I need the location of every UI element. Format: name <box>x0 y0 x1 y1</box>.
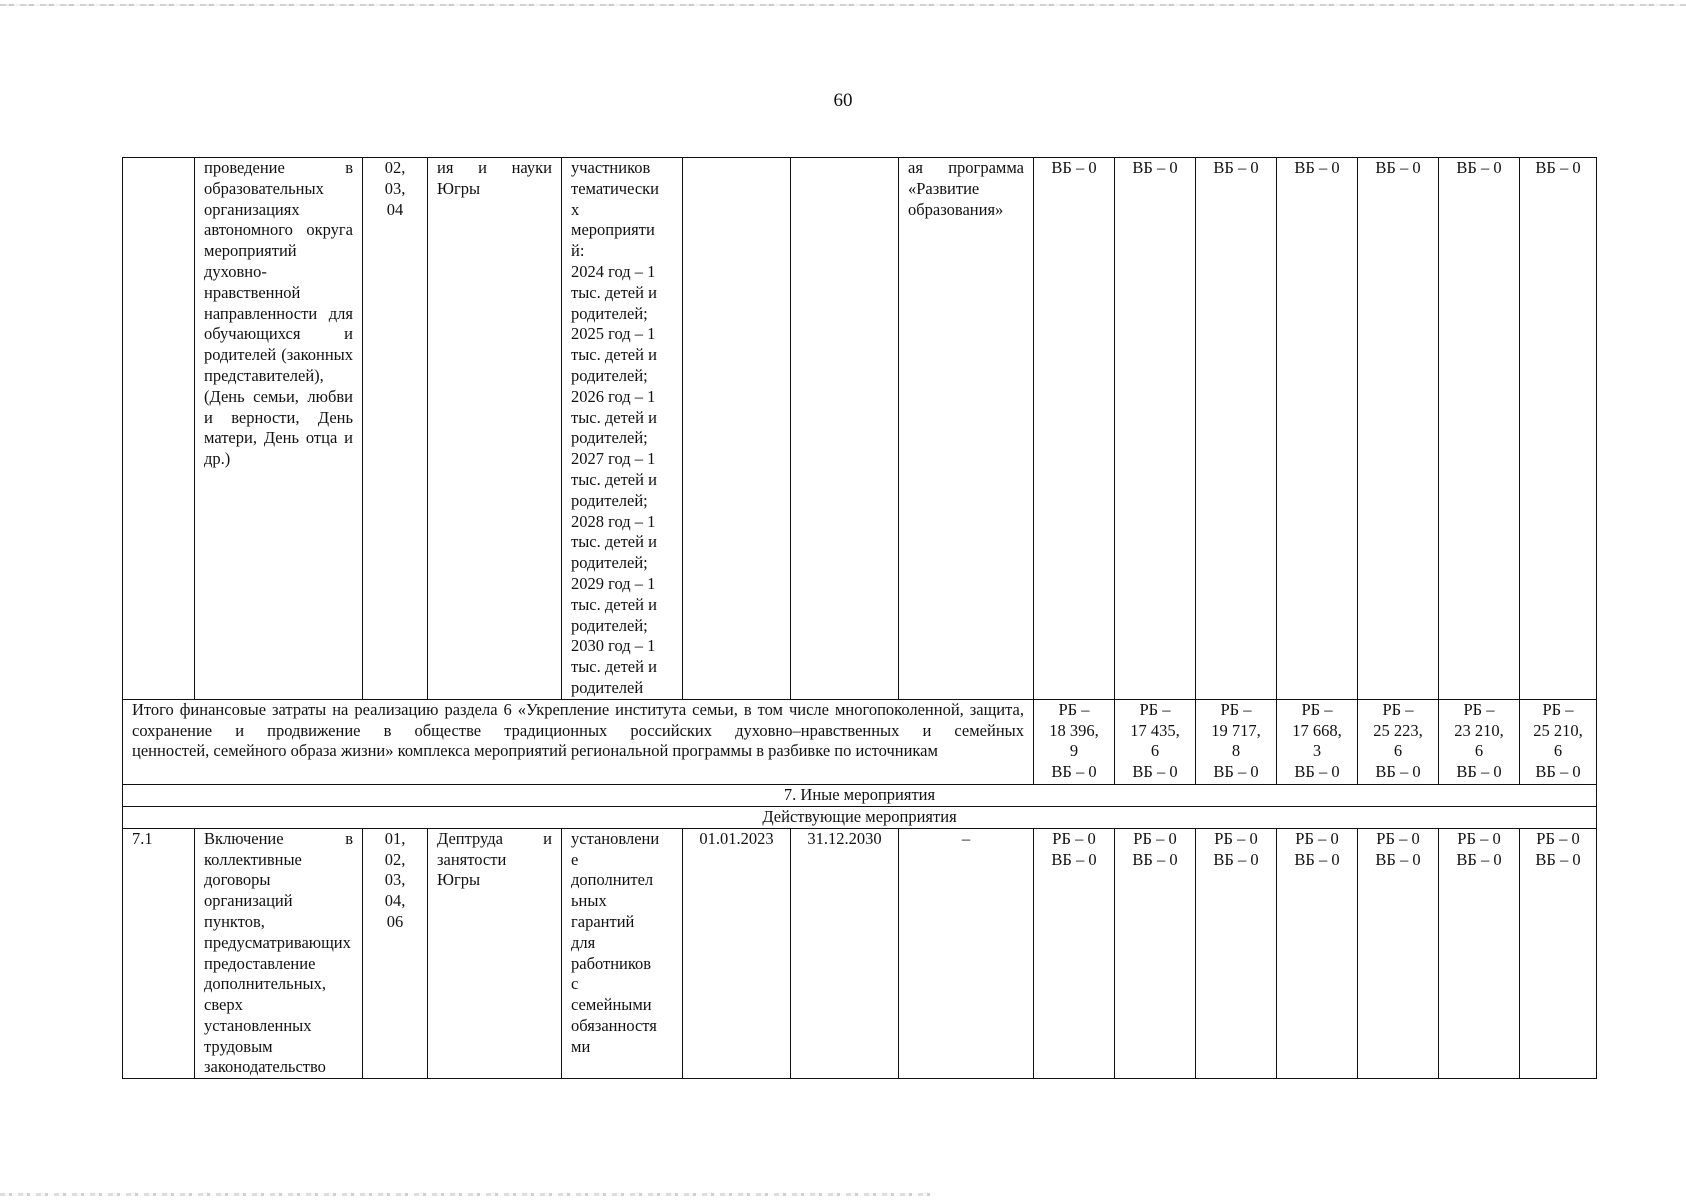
subsection-title: Действующие мероприятия <box>123 806 1597 828</box>
table-row-subsection <box>123 806 1597 828</box>
cell-funding-2030: ВБ – 0 <box>1520 158 1597 700</box>
cell-funding-2025: РБ – 0 ВБ – 0 <box>1115 828 1196 1079</box>
scan-edge-bottom <box>0 1193 930 1196</box>
table-row-summary <box>123 699 1597 784</box>
cell-funding-2028: ВБ – 0 <box>1358 158 1439 700</box>
cell-summary-2029: РБ – 23 210, 6 ВБ – 0 <box>1439 699 1520 784</box>
cell-program: ая программа «Развитие образования» <box>899 158 1034 700</box>
cell-executor: Дептруда и занятости Югры <box>428 828 562 1079</box>
cell-funding-2026: РБ – 0 ВБ – 0 <box>1196 828 1277 1079</box>
cell-summary-2025: РБ – 17 435, 6 ВБ – 0 <box>1115 699 1196 784</box>
scan-edge-top <box>0 0 1686 14</box>
table-row-7-1 <box>123 828 1597 1079</box>
cell-activity-name: проведение в образовательных организациях автономного округа мероприятий духовно-нравственной направленности для обучающихся и родителей (законных представителей), (День семьи, любви и верности, День матери, День отца и др.) <box>195 158 363 700</box>
cell-summary-2027: РБ – 17 668, 3 ВБ – 0 <box>1277 699 1358 784</box>
cell-funding-2030: РБ – 0 ВБ – 0 <box>1520 828 1597 1079</box>
cell-summary-2030: РБ – 25 210, 6 ВБ – 0 <box>1520 699 1597 784</box>
cell-summary-2024: РБ – 18 396, 9 ВБ – 0 <box>1034 699 1115 784</box>
cell-end-date <box>791 158 899 700</box>
cell-funding-2024: ВБ – 0 <box>1034 158 1115 700</box>
cell-codes: 02, 03, 04 <box>363 158 428 700</box>
cell-number: 7.1 <box>123 828 195 1079</box>
cell-activity-name: Включение в коллективные договоры организаций пунктов, предусматривающих предоставление дополнительных, сверх установленных трудовым законодательство <box>195 828 363 1079</box>
table-row-continued <box>123 158 1597 700</box>
cell-funding-2028: РБ – 0 ВБ – 0 <box>1358 828 1439 1079</box>
summary-text-main: Итого финансовые затраты на реализацию раздела 6 «Укрепление института семьи, в том числе многопоколенной, защита, сохранение и продвижение в обществе традиционных российских духовно–нравственных и семейных <box>132 699 1024 740</box>
cell-end-date: 31.12.2030 <box>791 828 899 1079</box>
cell-summary-2026: РБ – 19 717, 8 ВБ – 0 <box>1196 699 1277 784</box>
section-title: 7. Иные мероприятия <box>123 784 1597 806</box>
cell-codes: 01, 02, 03, 04, 06 <box>363 828 428 1079</box>
cell-executor: ия и науки Югры <box>428 158 562 700</box>
page-number: 60 <box>833 90 853 111</box>
summary-text-last: ценностей, семейного образа жизни» комплекса мероприятий региональной программы в разбивке по источникам <box>132 741 938 761</box>
table-row-section <box>123 784 1597 806</box>
cell-funding-2025: ВБ – 0 <box>1115 158 1196 700</box>
cell-program: – <box>899 828 1034 1079</box>
cell-funding-2029: ВБ – 0 <box>1439 158 1520 700</box>
cell-funding-2029: РБ – 0 ВБ – 0 <box>1439 828 1520 1079</box>
cell-funding-2026: ВБ – 0 <box>1196 158 1277 700</box>
cell-funding-2024: РБ – 0 ВБ – 0 <box>1034 828 1115 1079</box>
program-table <box>122 157 1597 1079</box>
cell-start-date <box>683 158 791 700</box>
cell-indicator: участников тематически х мероприяти й: 2024 год – 1 тыс. детей и родителей; 2025 год – 1 тыс. детей и родителей; 2026 год – 1 тыс. детей и родителей; 2027 год – 1 тыс. детей и родителей; 2028 год – 1 тыс. детей и родителей; 2029 год – 1 тыс. детей и родителей; 2030 год – 1 тыс. детей и родителей <box>562 158 683 700</box>
cell-indicator: установлени е дополнител ьных гарантий для работников с семейными обязанностя ми <box>562 828 683 1079</box>
cell-summary-2028: РБ – 25 223, 6 ВБ – 0 <box>1358 699 1439 784</box>
cell-number <box>123 158 195 700</box>
cell-funding-2027: РБ – 0 ВБ – 0 <box>1277 828 1358 1079</box>
cell-summary-text <box>123 699 1034 784</box>
cell-funding-2027: ВБ – 0 <box>1277 158 1358 700</box>
cell-start-date: 01.01.2023 <box>683 828 791 1079</box>
